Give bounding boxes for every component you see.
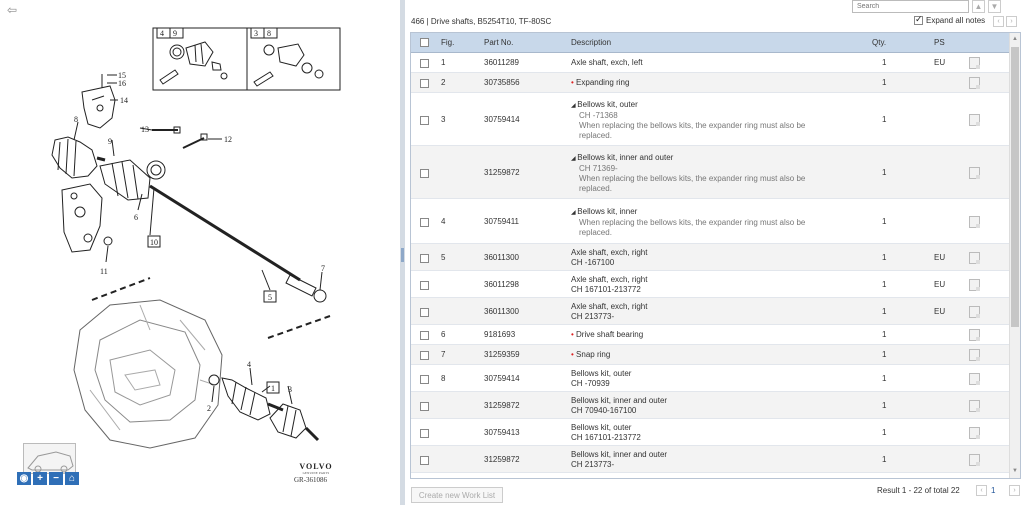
col-fig[interactable]: Fig. (441, 38, 455, 47)
nav-up-icon[interactable]: ▲ (972, 0, 985, 13)
table-row[interactable] (411, 365, 1009, 392)
row-desc-text: Drive shaft bearing (576, 330, 644, 339)
row-chassis-range: CH 167101-213772 (571, 433, 641, 442)
callout-14[interactable]: 14 (120, 96, 128, 105)
note-icon[interactable] (969, 427, 980, 439)
row-description (571, 302, 831, 322)
page-number[interactable]: 1 (991, 486, 996, 495)
note-icon[interactable] (969, 216, 980, 228)
create-worklist-button[interactable]: Create new Work List (411, 487, 503, 503)
row-desc-text: Bellows kit, outer (571, 423, 632, 432)
table-row[interactable] (411, 325, 1009, 345)
row-qty: 1 (882, 455, 887, 464)
row-qty: 1 (882, 350, 887, 359)
row-part-no[interactable]: 36011298 (484, 280, 519, 289)
select-all-checkbox[interactable] (420, 38, 429, 47)
row-checkbox[interactable] (420, 308, 429, 317)
exploded-parts-diagram (0, 0, 400, 505)
row-desc-text: Bellows kit, inner and outer (577, 153, 674, 162)
home-icon[interactable]: ⌂ (65, 472, 79, 485)
header-next-icon[interactable]: › (1006, 16, 1017, 27)
row-part-no[interactable]: 36011300 (484, 307, 519, 316)
row-chassis-range: CH 70940-167100 (571, 406, 637, 415)
callout-6[interactable]: 6 (134, 213, 138, 222)
table-row[interactable] (411, 298, 1009, 325)
row-qty: 1 (882, 253, 887, 262)
table-header (411, 33, 1009, 53)
row-checkbox[interactable] (420, 351, 429, 360)
note-icon[interactable] (969, 77, 980, 89)
row-desc-text: Snap ring (576, 350, 611, 359)
row-description (571, 153, 831, 194)
callout-9[interactable]: 9 (108, 137, 112, 146)
row-note: When replacing the bellows kits, the expander ring must also be replaced. (579, 218, 806, 237)
row-qty: 1 (882, 428, 887, 437)
search-input[interactable] (852, 0, 969, 13)
row-checkbox[interactable] (420, 169, 429, 178)
row-desc-text: Bellows kit, outer (577, 100, 638, 109)
back-arrow-icon[interactable]: ⇦ (7, 3, 18, 17)
table-row[interactable] (411, 271, 1009, 298)
row-ps: EU (934, 253, 946, 262)
row-qty: 1 (882, 115, 887, 124)
parts-table (410, 32, 1021, 479)
row-description (571, 248, 831, 268)
table-row[interactable] (411, 73, 1009, 93)
scroll-down-icon[interactable]: ▼ (1012, 468, 1018, 474)
row-desc-text: Axle shaft, exch, right (571, 275, 648, 284)
logo-name: VOLVO (299, 462, 333, 471)
row-desc-text: Axle shaft, exch, right (571, 302, 648, 311)
bullet-icon: • (571, 330, 577, 339)
row-checkbox[interactable] (420, 281, 429, 290)
col-qty[interactable]: Qty. (872, 38, 887, 47)
diagram-thumbnail[interactable] (23, 443, 76, 474)
row-fig: 6 (441, 330, 446, 339)
table-row[interactable] (411, 392, 1009, 419)
table-row[interactable] (411, 244, 1009, 271)
row-fig: 2 (441, 78, 446, 87)
row-description (571, 423, 831, 443)
note-icon[interactable] (969, 279, 980, 291)
row-note: When replacing the bellows kits, the expander ring must also be replaced. (579, 174, 806, 193)
note-icon[interactable] (969, 454, 980, 466)
expand-triangle-icon[interactable]: ◢ (571, 210, 578, 216)
row-qty: 1 (882, 330, 887, 339)
table-row[interactable] (411, 146, 1009, 199)
row-desc-text: Bellows kit, inner (577, 207, 638, 216)
row-part-no[interactable]: 30759414 (484, 115, 520, 124)
parts-list-pane (405, 0, 1024, 505)
table-row[interactable] (411, 446, 1009, 473)
row-checkbox[interactable] (420, 375, 429, 384)
row-part-no[interactable]: 36011300 (484, 253, 519, 262)
inset-label: 3 (254, 29, 258, 38)
row-description (571, 350, 831, 360)
note-icon[interactable] (969, 400, 980, 412)
row-desc-text: Axle shaft, exch, right (571, 248, 648, 257)
row-desc-text: Bellows kit, inner and outer (571, 396, 668, 405)
row-qty: 1 (882, 217, 887, 226)
callout-4[interactable]: 4 (247, 360, 251, 369)
row-description (571, 275, 831, 295)
row-desc-text: Expanding ring (576, 78, 630, 87)
page-title: 466 | Drive shafts, B5254T10, TF-80SC (411, 17, 552, 26)
callout-13[interactable]: 13 (141, 125, 149, 134)
zoom-controls (17, 472, 79, 485)
zoom-in-icon[interactable]: + (33, 472, 47, 485)
table-row[interactable] (411, 419, 1009, 446)
callout-8[interactable]: 8 (74, 115, 78, 124)
row-part-no[interactable]: 9181693 (484, 330, 516, 339)
row-chassis-range: CH 213773- (571, 312, 615, 321)
result-count: Result 1 - 22 of total 22 (877, 486, 960, 495)
row-qty: 1 (882, 307, 887, 316)
row-qty: 1 (882, 280, 887, 289)
row-note: When replacing the bellows kits, the expander ring must also be replaced. (579, 121, 806, 140)
row-description (571, 100, 831, 141)
row-chassis-range: CH 167101-213772 (571, 285, 641, 294)
row-checkbox[interactable] (420, 79, 429, 88)
note-icon[interactable] (969, 349, 980, 361)
row-chassis-range: CH -71368 (579, 111, 618, 120)
nav-down-icon[interactable]: ▼ (988, 0, 1001, 13)
row-checkbox[interactable] (420, 331, 429, 340)
row-ps: EU (934, 307, 946, 316)
note-icon[interactable] (969, 329, 980, 341)
row-desc-text: Axle shaft, exch, left (571, 58, 643, 67)
row-part-no[interactable]: 31259872 (484, 455, 520, 464)
fit-view-icon[interactable]: ◉ (17, 472, 31, 485)
row-part-no[interactable]: 31259872 (484, 168, 520, 177)
inset-label: 4 (160, 29, 164, 38)
row-qty: 1 (882, 78, 887, 87)
logo-sub: GENUINE PARTS (302, 471, 330, 475)
row-desc-text: Bellows kit, outer (571, 369, 632, 378)
row-chassis-range: CH 71369- (579, 164, 618, 173)
row-checkbox[interactable] (420, 456, 429, 465)
row-part-no[interactable]: 31259359 (484, 350, 520, 359)
row-part-no[interactable]: 30759413 (484, 428, 520, 437)
row-part-no[interactable]: 36011289 (484, 58, 519, 67)
col-ps[interactable]: PS (934, 38, 945, 47)
note-icon[interactable] (969, 252, 980, 264)
row-part-no[interactable]: 30759411 (484, 217, 519, 226)
scroll-thumb[interactable] (1011, 47, 1019, 327)
row-checkbox[interactable] (420, 429, 429, 438)
exploded-diagram-pane[interactable] (0, 0, 400, 505)
row-chassis-range: CH 213773- (571, 460, 615, 469)
col-part-no[interactable]: Part No. (484, 38, 514, 47)
row-checkbox[interactable] (420, 59, 429, 68)
page-prev-icon[interactable]: ‹ (976, 485, 987, 496)
row-checkbox[interactable] (420, 254, 429, 263)
row-part-no[interactable]: 30735856 (484, 78, 520, 87)
row-fig: 7 (441, 350, 446, 359)
inset-label: 8 (267, 29, 271, 38)
callout-7[interactable]: 7 (321, 264, 325, 273)
zoom-out-icon[interactable]: − (49, 472, 63, 485)
col-description[interactable]: Description (571, 38, 612, 47)
note-icon[interactable] (969, 373, 980, 385)
callout-5[interactable]: 5 (268, 293, 272, 302)
row-fig: 3 (441, 115, 446, 124)
expand-all-label: Expand all notes (926, 16, 986, 25)
note-icon[interactable] (969, 306, 980, 318)
callout-15[interactable]: 15 (118, 71, 126, 80)
table-row[interactable] (411, 53, 1009, 73)
callout-10[interactable]: 10 (150, 238, 158, 247)
row-fig: 5 (441, 253, 446, 262)
row-description (571, 369, 831, 389)
row-description (571, 78, 831, 88)
row-desc-text: Bellows kit, inner and outer (571, 450, 668, 459)
row-description (571, 207, 831, 238)
table-row[interactable] (411, 93, 1009, 146)
row-qty: 1 (882, 374, 887, 383)
row-description (571, 58, 831, 68)
row-ps: EU (934, 58, 946, 67)
row-description (571, 450, 831, 470)
row-chassis-range: CH -167100 (571, 258, 615, 267)
row-part-no[interactable]: 30759414 (484, 374, 520, 383)
table-row[interactable] (411, 199, 1009, 244)
page-next-icon[interactable]: › (1009, 485, 1020, 496)
row-fig: 8 (441, 374, 446, 383)
row-part-no[interactable]: 31259872 (484, 401, 520, 410)
diagram-code: GR-361086 (294, 476, 328, 484)
volvo-logo (296, 462, 336, 475)
row-qty: 1 (882, 168, 887, 177)
expand-all-checkbox[interactable] (914, 16, 923, 25)
expand-triangle-icon[interactable]: ◢ (571, 156, 578, 162)
row-description (571, 396, 831, 416)
inset-label: 9 (173, 29, 177, 38)
callout-12[interactable]: 12 (224, 135, 232, 144)
row-qty: 1 (882, 401, 887, 410)
expand-all-notes-toggle[interactable] (914, 16, 985, 25)
callout-1[interactable]: 1 (271, 384, 275, 393)
row-checkbox[interactable] (420, 116, 429, 125)
header-prev-icon[interactable]: ‹ (993, 16, 1004, 27)
splitter-handle-icon[interactable] (401, 248, 404, 262)
row-fig: 4 (441, 217, 446, 226)
note-icon[interactable] (969, 114, 980, 126)
callout-2[interactable]: 2 (207, 404, 211, 413)
callout-16[interactable]: 16 (118, 79, 126, 88)
callout-3[interactable]: 3 (288, 385, 292, 394)
bullet-icon: • (571, 78, 577, 87)
vertical-scrollbar[interactable] (1009, 33, 1020, 478)
row-chassis-range: CH -70939 (571, 379, 610, 388)
expand-triangle-icon[interactable]: ◢ (571, 103, 578, 109)
row-fig: 1 (441, 58, 446, 67)
bullet-icon: • (571, 350, 577, 359)
row-description (571, 330, 831, 340)
row-ps: EU (934, 280, 946, 289)
row-checkbox[interactable] (420, 218, 429, 227)
row-qty: 1 (882, 58, 887, 67)
row-checkbox[interactable] (420, 402, 429, 411)
callout-11[interactable]: 11 (100, 267, 108, 276)
table-row[interactable] (411, 345, 1009, 365)
scroll-up-icon[interactable]: ▲ (1012, 36, 1018, 42)
note-icon[interactable] (969, 167, 980, 179)
note-icon[interactable] (969, 57, 980, 69)
